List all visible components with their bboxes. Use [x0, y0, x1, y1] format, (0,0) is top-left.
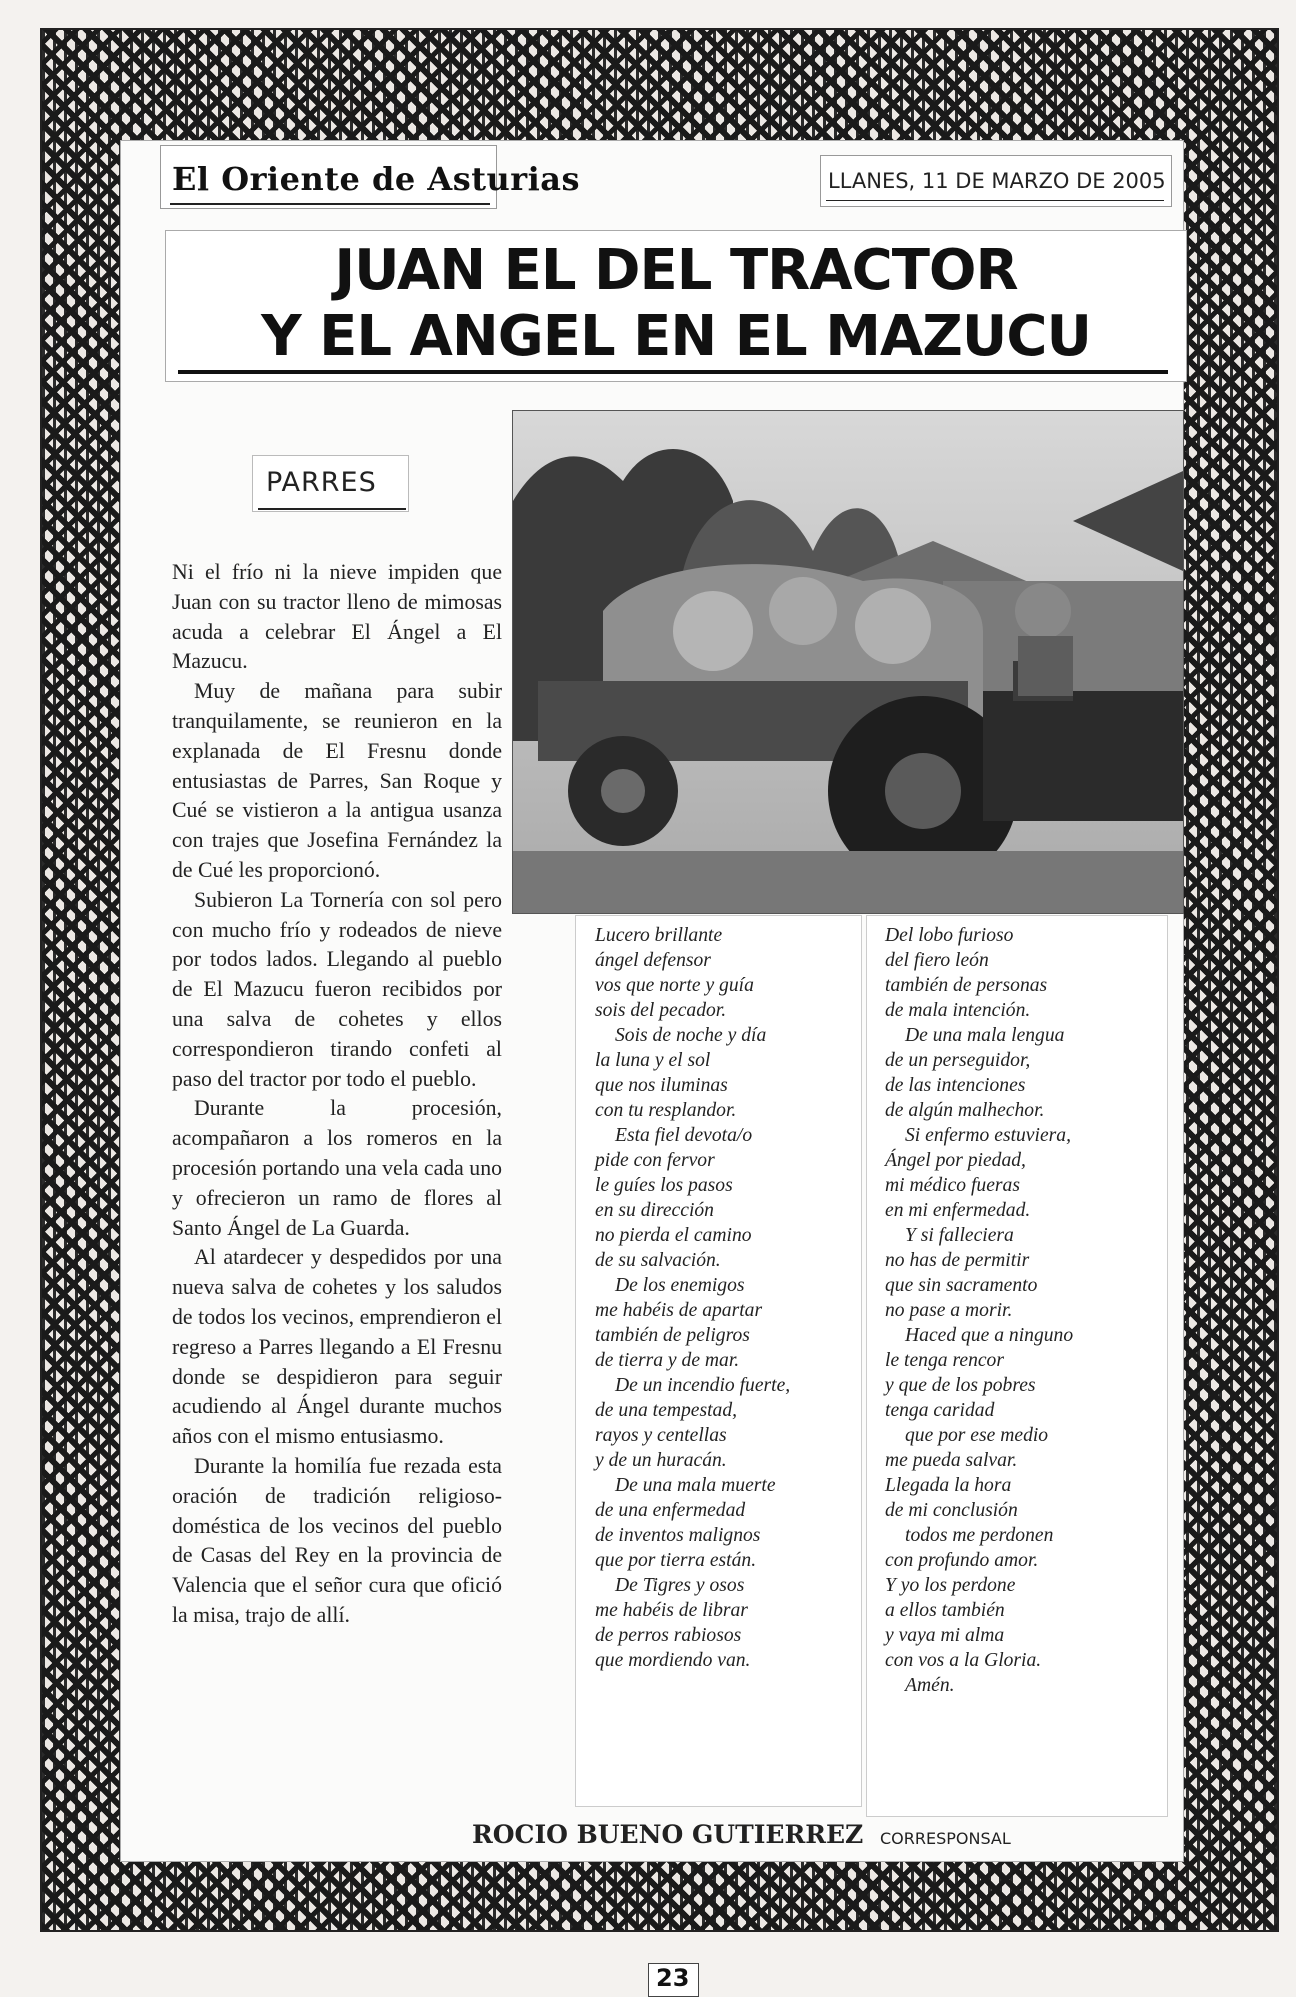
poem-line: con profundo amor. [885, 1550, 1039, 1571]
poem-line: y de un huracán. [595, 1450, 727, 1471]
article-body [172, 558, 502, 1631]
poem-line: le guíes los pasos [595, 1175, 733, 1196]
tractor-photo [512, 410, 1184, 914]
poem-line: de las intenciones [885, 1075, 1026, 1096]
poem-line: con vos a la Gloria. [885, 1650, 1042, 1671]
poem-line: mi médico fueras [885, 1175, 1020, 1196]
poem-line: de una tempestad, [595, 1400, 738, 1421]
article-paragraph: Al atardecer y despedidos por una nueva salva de cohetes y los saludos de todos los vecinos, emprendieron el regreso a Parres llegando a El Fresnu donde se despidieron para seguir acudiendo al Ángel durante muchos años con el mismo entusiasmo. [172, 1245, 502, 1449]
poem-line: no pase a morir. [885, 1300, 1013, 1321]
poem-line: pide con fervor [595, 1150, 715, 1171]
poem-line: De una mala lengua [905, 1025, 1065, 1046]
poem-line: que por tierra están. [595, 1550, 757, 1571]
poem-line: de mala intención. [885, 1000, 1031, 1021]
poem-line: de mi conclusión [885, 1500, 1018, 1521]
poem-line: la luna y el sol [595, 1050, 711, 1071]
poem-line: me pueda salvar. [885, 1450, 1018, 1471]
poem-line: Sois de noche y día [615, 1025, 767, 1046]
section-underline [258, 508, 406, 510]
poem-line: le tenga rencor [885, 1350, 1004, 1371]
poem-line: De los enemigos [615, 1275, 745, 1296]
section-label: PARRES [266, 467, 377, 498]
poem-line: sois del pecador. [595, 1000, 727, 1021]
poem-line: también de personas [885, 975, 1048, 996]
poem-line: en mi enfermedad. [885, 1200, 1031, 1221]
poem-line: Esta fiel devota/o [615, 1125, 753, 1146]
article-paragraph: Subieron La Tornería con sol pero con mucho frío y rodeados de nieve por todos lados. Llegando al pueblo de El Mazucu fueron recibidos por una salva de cohetes y ellos correspondieron tirando confeti al paso del tractor por todo el pueblo. [172, 887, 502, 1091]
dateline: LLANES, 11 DE MARZO DE 2005 [828, 169, 1166, 193]
article-paragraph: Muy de mañana para subir tranquilamente, se reunieron en la explanada de El Fresnu donde entusiastas de Parres, San Roque y Cué se vistieron a la antigua usanza con trajes que Josefina Fernández la de Cué les proporcionó. [172, 679, 502, 882]
masthead-rule [170, 203, 490, 205]
poem-line: De Tigres y osos [615, 1575, 745, 1596]
poem-line: Lucero brillante [595, 925, 723, 946]
poem-line: en su dirección [595, 1200, 714, 1221]
poem-line: a ellos también [885, 1600, 1005, 1621]
author-byline: ROCIO BUENO GUTIERREZ [472, 1820, 864, 1849]
newspaper-masthead: El Oriente de Asturias [172, 160, 581, 198]
poem-line: Del lobo furioso [885, 925, 1014, 946]
poem-line: de perros rabiosos [595, 1625, 742, 1646]
poem-line: que nos iluminas [595, 1075, 728, 1096]
poem-line: no pierda el camino [595, 1225, 752, 1246]
poem-line: no has de permitir [885, 1250, 1030, 1271]
poem-line: Llegada la hora [885, 1475, 1012, 1496]
page-number: 23 [656, 1964, 690, 1992]
headline-underline [178, 370, 1168, 374]
tractor-photo-image [513, 411, 1183, 913]
poem-line: Si enfermo estuviera, [905, 1125, 1071, 1146]
article-paragraph: Durante la procesión, acompañaron a los romeros en la procesión portando una vela cada uno y ofrecieron un ramo de flores al Santo Ángel de La Guarda. [172, 1096, 502, 1240]
poem-line: de algún malhechor. [885, 1100, 1045, 1121]
poem-line: Ángel por piedad, [885, 1150, 1026, 1171]
poem-line: que mordiendo van. [595, 1650, 751, 1671]
poem-line: De una mala muerte [615, 1475, 776, 1496]
poem-line: ángel defensor [595, 950, 711, 971]
poem-line: de un perseguidor, [885, 1050, 1031, 1071]
headline-line-1: JUAN EL DEL TRACTOR [334, 238, 1018, 303]
poem-line: Haced que a ninguno [905, 1325, 1074, 1346]
dateline-rule [826, 200, 1164, 201]
poem-line: De un incendio fuerte, [615, 1375, 791, 1396]
poem-line: del fiero león [885, 950, 989, 971]
poem-line: con tu resplandor. [595, 1100, 737, 1121]
poem-line: y que de los pobres [885, 1375, 1036, 1396]
author-role: CORRESPONSAL [880, 1829, 1011, 1848]
poem-line: todos me perdonen [905, 1525, 1054, 1546]
poem-line: Y si falleciera [905, 1225, 1014, 1246]
poem-line: y vaya mi alma [885, 1625, 1005, 1646]
article-paragraph: Durante la homilía fue rezada esta oración de tradición religioso-doméstica de los vecinos del pueblo de Casas del Rey en la provincia de Valencia que el señor cura que ofició la misa, trajo de allí. [172, 1453, 502, 1627]
headline-line-2: Y EL ANGEL EN EL MAZUCU [261, 304, 1091, 369]
poem-line: que sin sacramento [885, 1275, 1038, 1296]
poem-line: de inventos malignos [595, 1525, 761, 1546]
poem-line: tenga caridad [885, 1400, 995, 1421]
poem-column-1 [595, 923, 885, 1673]
poem-line: Y yo los perdone [885, 1575, 1016, 1596]
poem-line: Amén. [905, 1675, 955, 1696]
poem-line: me habéis de apartar [595, 1300, 763, 1321]
poem-line: de tierra y de mar. [595, 1350, 740, 1371]
poem-line: rayos y centellas [595, 1425, 727, 1446]
poem-line: también de peligros [595, 1325, 750, 1346]
poem-line: de su salvación. [595, 1250, 721, 1271]
poem-line: que por ese medio [905, 1425, 1049, 1446]
poem-line: de una enfermedad [595, 1500, 746, 1521]
article-paragraph: Ni el frío ni la nieve impiden que Juan con su tractor lleno de mimosas acuda a celebrar El Ángel a El Mazucu. [172, 560, 502, 674]
poem-column-2 [885, 923, 1175, 1698]
poem-line: vos que norte y guía [595, 975, 754, 996]
poem-line: me habéis de librar [595, 1600, 748, 1621]
